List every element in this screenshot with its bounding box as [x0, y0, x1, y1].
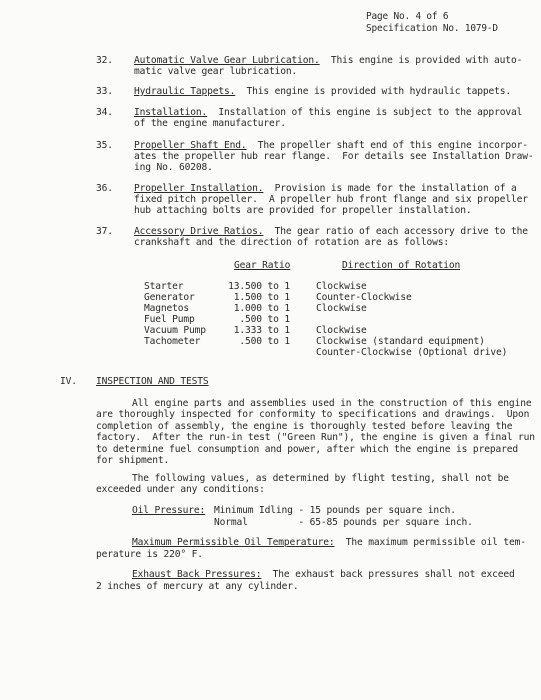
gear-ratio-value: 1.000 to 1 [233, 303, 290, 314]
item-line: matic valve gear lubrication. [134, 66, 298, 77]
item-text: The gear ratio of each accessory drive to the [263, 226, 528, 237]
oil-pressure-minimum: Minimum Idling - 15 pounds per square inch. [214, 505, 456, 516]
accessory-name: Fuel Pump [144, 314, 195, 325]
accessory-name: Generator [144, 292, 195, 303]
specification-number: Specification No. 1079-D [366, 23, 498, 34]
item-line: crankshaft and the direction of rotation are as follows: [134, 237, 450, 248]
item-text: Provision is made for the installation of a [263, 183, 517, 194]
max-oil-temperature-label: Maximum Permissible Oil Temperature: [132, 537, 335, 548]
paragraph-line: factory. After the run-in test ("Green Run"), the engine is given a final run [96, 432, 535, 444]
oil-pressure-normal: Normal - 65-85 pounds per square inch. [214, 517, 473, 528]
oil-pressure-label: Oil Pressure: [132, 505, 206, 516]
item-first-line [134, 226, 528, 238]
exhaust-back-pressure-label: Exhaust Back Pressures: [132, 569, 262, 580]
item-line: ing No. 60208. [134, 162, 213, 173]
gear-ratio-value: 13.500 to 1 [228, 281, 290, 292]
section-title: INSPECTION AND TESTS [96, 376, 209, 387]
accessory-name: Magnetos [144, 303, 190, 314]
item-first-line [134, 107, 522, 119]
exhaust-back-pressure [132, 569, 515, 581]
item-text: This engine is provided with hydraulic tappets. [235, 86, 511, 97]
accessory-name: Tachometer [144, 336, 201, 347]
item-title: Propeller Shaft End. [134, 140, 247, 151]
item-first-line [134, 55, 522, 67]
gear-ratio-header: Gear Ratio [234, 260, 291, 271]
paragraph-line: for shipment. [96, 455, 170, 466]
item-title: Installation. [134, 107, 208, 118]
item-number: 33. [96, 86, 113, 97]
item-number: 36. [96, 183, 113, 194]
accessory-name: Vacuum Pump [144, 325, 206, 336]
rotation-direction: Clockwise (standard equipment) [316, 336, 485, 347]
paragraph-line: are thoroughly inspected for conformity to specifications and drawings. Upon [96, 409, 530, 421]
rotation-direction: Clockwise [316, 303, 367, 314]
item-title: Accessory Drive Ratios. [134, 226, 264, 237]
rotation-direction: Clockwise [316, 281, 367, 292]
page-number: Page No. 4 of 6 [366, 11, 449, 22]
direction-header: Direction of Rotation [342, 260, 461, 271]
max-oil-temperature-line2: perature is 220° F. [96, 549, 203, 560]
paragraph-line: All engine parts and assemblies used in the construction of this engine [132, 398, 532, 409]
exhaust-back-pressure-line2: 2 inches of mercury at any cylinder. [96, 581, 299, 592]
paragraph-line: exceeded under any conditions: [96, 484, 265, 496]
item-title: Hydraulic Tappets. [134, 86, 236, 97]
gear-ratio-value: .500 to 1 [239, 314, 290, 325]
item-line: hub attaching bolts are provided for propeller installation. [134, 205, 472, 216]
exhaust-back-pressure-text: The exhaust back pressures shall not exceed [261, 569, 515, 580]
max-oil-temperature [132, 537, 526, 549]
item-text: This engine is provided with auto- [319, 55, 523, 66]
item-line: fixed pitch propeller. A propeller hub front flange and six propeller [134, 194, 528, 205]
item-text: The propeller shaft end of this engine incorpor- [246, 140, 528, 151]
gear-ratio-value: .500 to 1 [239, 336, 290, 347]
max-oil-temperature-text: The maximum permissible oil tem- [334, 537, 526, 548]
gear-ratio-value: 1.500 to 1 [233, 292, 290, 303]
item-number: 32. [96, 55, 113, 66]
item-title: Propeller Installation. [134, 183, 264, 194]
section-number: IV. [60, 376, 77, 387]
item-number: 34. [96, 107, 113, 118]
paragraph-line: to determine fuel consumption and power, after which the engine is prepared [96, 443, 518, 455]
paragraph-line: completion of assembly, the engine is thoroughly tested before leaving the [96, 420, 513, 432]
item-first-line [134, 140, 528, 152]
rotation-direction-optional: Counter-Clockwise (Optional drive) [316, 347, 508, 358]
item-first-line [134, 183, 517, 195]
accessory-name: Starter [144, 281, 184, 292]
paragraph-line: The following values, as determined by flight testing, shall not be [132, 473, 509, 484]
item-line: ates the propeller hub rear flange. For details see Installation Draw- [134, 151, 534, 162]
rotation-direction: Clockwise [316, 325, 367, 336]
gear-ratio-value: 1.333 to 1 [233, 325, 290, 336]
item-line: of the engine manufacturer. [134, 118, 286, 129]
rotation-direction: Counter-Clockwise [316, 292, 412, 303]
item-first-line [134, 86, 511, 98]
item-number: 35. [96, 140, 113, 151]
item-number: 37. [96, 226, 113, 237]
item-text: Installation of this engine is subject to the approval [207, 107, 523, 118]
item-title: Automatic Valve Gear Lubrication. [134, 55, 320, 66]
